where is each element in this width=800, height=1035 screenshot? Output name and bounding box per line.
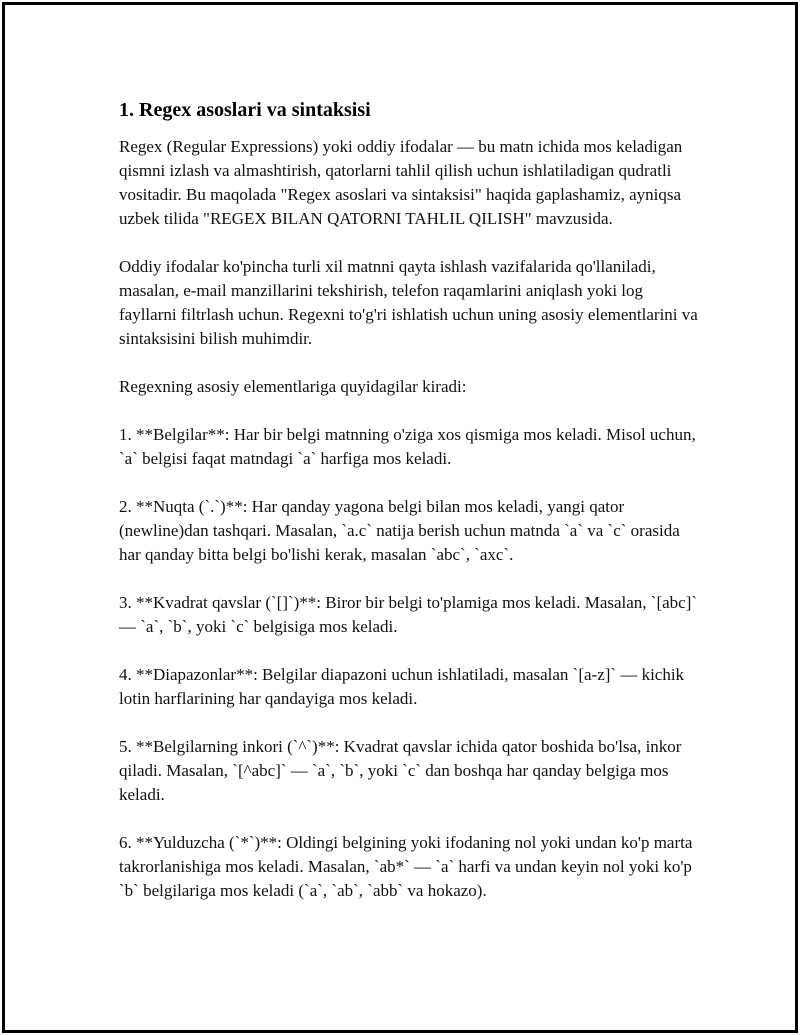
document-title: 1. Regex asoslari va sintaksisi — [119, 99, 371, 121]
page-frame — [2, 2, 798, 1033]
document-body — [119, 95, 699, 927]
paragraph-usage: Oddiy ifodalar ko'pincha turli xil matnni qayta ishlash vazifalarida qo'llaniladi, masalan, e-mail manzillarini tekshirish, telefon raqamlarini aniqlash yoki log fayllarni filtrlash uchun. Regexni to'g'ri ishlatish uchun uning asosiy elementlarini va sintaksisini bilish muhimdir. — [119, 257, 698, 348]
list-item-brackets: 3. **Kvadrat qavslar (`[]`)**: Biror bir belgi to'plamiga mos keladi. Masalan, `[abc]` — `a`, `b`, yoki `c` belgisiga mos keladi. — [119, 593, 698, 636]
paragraph-elements-lead: Regexning asosiy elementlariga quyidagilar kiradi: — [119, 377, 467, 396]
list-item-dot: 2. **Nuqta (`.`)**: Har qanday yagona belgi bilan mos keladi, yangi qator (newline)dan tashqari. Masalan, `a.c` natija berish uchun matnda `a` va `c` orasida har qanday bitta belgi bo'lishi kerak, masalan `abc`, `axc`. — [119, 497, 680, 564]
paragraph-intro: Regex (Regular Expressions) yoki oddiy ifodalar — bu matn ichida mos keladigan qismni izlash va almashtirish, qatorlarni tahlil qilish uchun ishlatiladigan qudratli vositadir. Bu maqolada "Regex asoslari va sintaksisi" haqida gaplashamiz, ayniqsa uzbek tilida "REGEX BILAN QATORNI TAHLIL QILISH" mavzusida. — [119, 137, 683, 228]
list-item-asterisk: 6. **Yulduzcha (`*`)**: Oldingi belgining yoki ifodaning nol yoki undan ko'p marta takrorlanishiga mos keladi. Masalan, `ab*` — `a` harfi va undan keyin nol yoki ko'p `b` belgilariga mos keladi (`a`, `ab`, `abb` va hokazo). — [119, 833, 693, 900]
list-item-ranges: 4. **Diapazonlar**: Belgilar diapazoni uchun ishlatiladi, masalan `[a-z]` — kichik lotin harflarining har qandayiga mos keladi. — [119, 665, 685, 708]
list-item-negation: 5. **Belgilarning inkori (`^`)**: Kvadrat qavslar ichida qator boshida bo'lsa, inkor qiladi. Masalan, `[^abc]` — `a`, `b`, yoki `c` dan boshqa har qanday belgiga mos keladi. — [119, 737, 682, 804]
list-item-characters: 1. **Belgilar**: Har bir belgi matnning o'ziga xos qismiga mos keladi. Misol uchun, `a` belgisi faqat matndagi `a` harfiga mos keladi. — [119, 425, 696, 468]
